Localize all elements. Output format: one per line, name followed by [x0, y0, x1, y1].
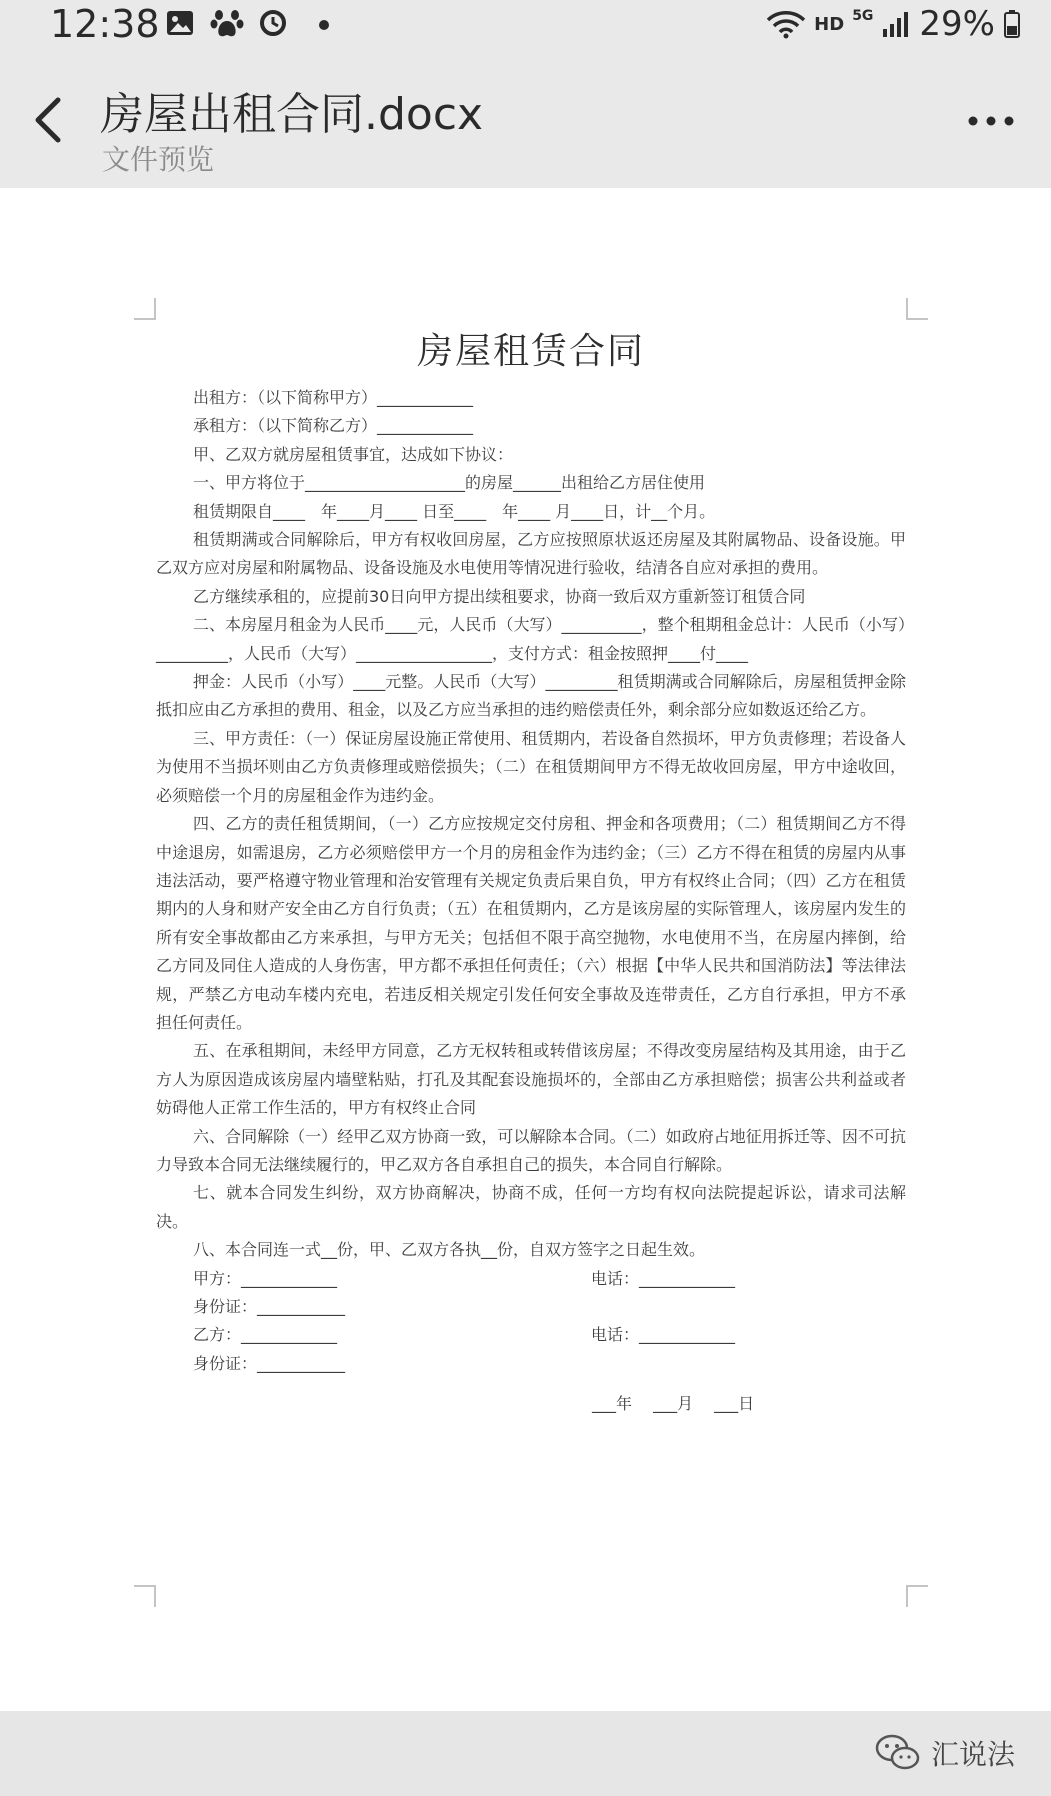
- more-dots-icon: [961, 106, 1021, 136]
- party-b-phone: 电话：____________: [591, 1325, 736, 1345]
- back-button[interactable]: [24, 90, 74, 150]
- wechat-icon: [875, 1733, 921, 1773]
- wifi-icon: [766, 9, 806, 39]
- page-corner-mark: [134, 1585, 156, 1607]
- network-label: HD: [814, 13, 845, 35]
- watermark: [875, 1733, 1015, 1773]
- party-a-signature: 甲方：____________: [193, 1268, 338, 1288]
- contract-paragraph: 二、本房屋月租金为人民币____元，人民币（大写）__________，整个租期租金总计：人民币（小写）_________，人民币（大写）_________________，支付方式：租金按照押____付____: [156, 615, 906, 663]
- contract-paragraph: 一、甲方将位于____________________的房屋______出租给乙方居住使用: [193, 473, 706, 493]
- chevron-left-icon: [24, 90, 74, 150]
- status-bar: [0, 0, 1051, 48]
- contract-paragraph: 出租方：（以下简称甲方）____________: [193, 388, 474, 407]
- contract-paragraph: 甲、乙双方就房屋租赁事宜，达成如下协议：: [193, 444, 514, 464]
- blank-cell: [591, 1293, 943, 1321]
- contract-paragraph: 租赁期限自____ 年____月____ 日至____ 年____ 月____日，计__个月。: [193, 501, 716, 521]
- signature-block: [156, 1265, 906, 1379]
- document-page: [156, 323, 906, 1419]
- battery-percent: 29%: [919, 4, 995, 44]
- dot-icon: [318, 8, 330, 38]
- contract-paragraph: 六、合同解除（一）经甲乙双方协商一致，可以解除本合同。（二）如政府占地征用拆迁等、因不可抗力导致本合同无法继续履行的，甲乙双方各自承担自己的损失，本合同自行解除。: [156, 1126, 906, 1174]
- sync-icon: [258, 8, 288, 38]
- contract-paragraph: 五、在承租期间，未经甲方同意，乙方无权转租或转借该房屋；不得改变房屋结构及其用途，由于乙方人为原因造成该房屋内墙壁粘贴，打孔及其配套设施损坏的，全部由乙方承担赔偿；损害公共利益或者妨碍他人正常工作生活的，甲方有权终止合同: [156, 1041, 906, 1118]
- contract-paragraph: 乙方继续承租的，应提前30日向甲方提出续租要求，协商一致后双方重新签订租赁合同: [193, 586, 806, 606]
- document-subtitle: 文件预览: [102, 143, 215, 176]
- contract-paragraph: 四、乙方的责任租赁期间，（一）乙方应按规定交付房租、押金和各项费用；（二）租赁期间乙方不得中途退房，如需退房，乙方必须赔偿甲方一个月的房租金作为违约金；（三）乙方不得在租赁的房屋内从事违法活动，要严格遵守物业管理和治安管理有关规定负责后果自负，甲方有权终止合同；（四）乙方在租赁期内的人身和财产安全由乙方自行负责；（五）在租赁期内，乙方是该房屋的实际管理人，该房屋内发生的所有安全事故都由乙方来承担，与甲方无关；包括但不限于高空抛物，水电使用不当，在房屋内摔倒，给乙方同及同住人造成的人身伤害，甲方都不承担任何责任；（六）根据【中华人民共和国消防法】等法律法规，严禁乙方电动车楼内充电，若违反相关规定引发任何安全事故及连带责任，乙方自行承担，甲方不承担任何责任。: [156, 814, 906, 1032]
- page-corner-mark: [134, 298, 156, 320]
- party-a-id: 身份证：___________: [193, 1297, 346, 1316]
- gallery-icon: [165, 8, 195, 38]
- watermark-text: 汇说法: [930, 1738, 1015, 1771]
- signal-icon: [881, 9, 911, 39]
- battery-icon: [1003, 9, 1021, 39]
- more-options-button[interactable]: [961, 106, 1021, 136]
- contract-paragraph: 八、本合同连一式__份，甲、乙双方各执__份，自双方签字之日起生效。: [193, 1240, 706, 1260]
- page-corner-mark: [906, 298, 928, 320]
- party-b-signature: 乙方：____________: [193, 1325, 338, 1345]
- contract-paragraph: 承租方：（以下简称乙方）____________: [193, 416, 474, 436]
- status-right: [766, 4, 1021, 44]
- baidu-paw-icon: [210, 8, 244, 38]
- blank-cell: [591, 1350, 943, 1378]
- party-b-id: 身份证：___________: [193, 1353, 346, 1373]
- title-bar: [0, 48, 1051, 188]
- status-time: 12:38: [50, 2, 160, 46]
- contract-heading: 房屋租赁合同: [416, 331, 645, 372]
- page-corner-mark: [906, 1585, 928, 1607]
- contract-paragraph: 租赁期满或合同解除后，甲方有权收回房屋，乙方应按照原状返还房屋及其附属物品、设备设施。甲乙双方应对房屋和附属物品、设备设施及水电使用等情况进行验收，结清各自应对承担的费用。: [156, 530, 906, 578]
- party-a-phone: 电话：____________: [591, 1268, 736, 1288]
- signing-date: ___年 ___月 ___日: [592, 1394, 755, 1414]
- contract-paragraph: 七、就本合同发生纠纷，双方协商解决，协商不成，任何一方均有权向法院提起诉讼，请求司法解决。: [156, 1183, 906, 1231]
- contract-paragraph: 三、甲方责任：（一）保证房屋设施正常使用、租赁期内，若设备自然损坏，甲方负责修理；若设备人为使用不当损坏则由乙方负责修理或赔偿损失；（二）在租赁期间甲方不得无故收回房屋，甲方中途收回，必须赔偿一个月的房屋租金作为违约金。: [156, 728, 906, 805]
- contract-paragraph: 押金：人民币（小写）____元整。人民币（大写）_________租赁期满或合同解除后，房屋租赁押金除抵扣应由乙方承担的费用、租金，以及乙方应当承担的违约赔偿责任外，剩余部分应如数返还给乙方。: [156, 672, 906, 720]
- document-title: 房屋出租合同.docx: [100, 89, 484, 140]
- signal-label: 5G: [852, 8, 874, 24]
- document-viewer[interactable]: [0, 188, 1051, 1711]
- bottom-bar: [0, 1711, 1051, 1796]
